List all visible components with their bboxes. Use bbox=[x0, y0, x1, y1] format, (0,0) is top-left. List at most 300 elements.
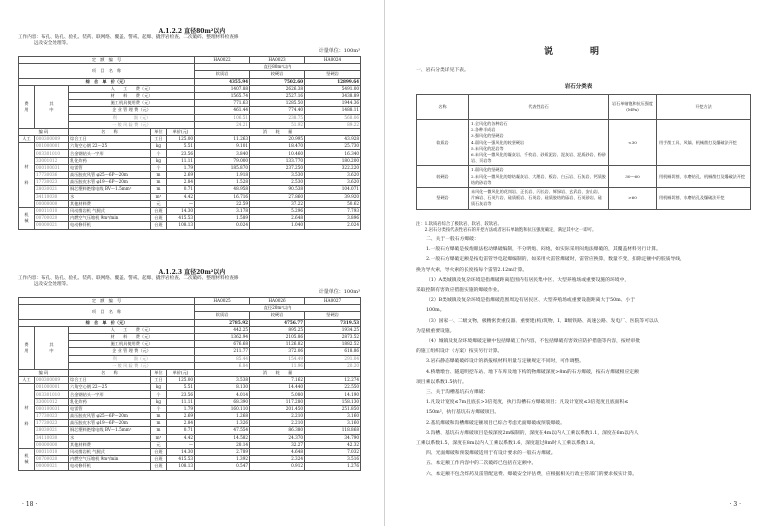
item-unit: kg bbox=[151, 384, 167, 391]
item-qty: 3.538 bbox=[195, 377, 250, 384]
table-row bbox=[19, 333, 361, 340]
item-unit: 元 bbox=[151, 441, 167, 448]
item-price: 4.42 bbox=[167, 434, 195, 441]
fee-value: 85.44 bbox=[195, 355, 250, 362]
section-heading-2: A.1.2.3 直径20m²以内 bbox=[158, 269, 226, 276]
item-qty: 14.582 bbox=[195, 434, 250, 441]
item-qty: 201.450 bbox=[250, 405, 305, 412]
item-qty: 117.280 bbox=[250, 398, 305, 405]
table-row bbox=[19, 150, 361, 157]
item-unit: 台班 bbox=[151, 456, 167, 463]
item-name: 其他材料费 bbox=[69, 441, 151, 448]
fee-side-char: 中 bbox=[49, 347, 54, 353]
item-unit: m bbox=[151, 179, 167, 186]
item-name: 综合工日 bbox=[69, 377, 151, 384]
item-qty: 7.162 bbox=[250, 377, 305, 384]
fee-value: 1882.52 bbox=[305, 341, 361, 348]
item-unit: m bbox=[151, 186, 167, 193]
left-page bbox=[0, 0, 385, 526]
item-code: 28030021 bbox=[35, 186, 69, 193]
table-row bbox=[19, 413, 361, 420]
item-price: 2.84 bbox=[167, 179, 195, 186]
category-label bbox=[19, 384, 35, 449]
item-qty: 322.220 bbox=[305, 164, 361, 171]
item-qty: 14.190 bbox=[305, 391, 361, 398]
item-qty: 47.554 bbox=[195, 427, 250, 434]
table-row bbox=[19, 384, 361, 391]
rock-description: 1.弱风化的坚硬岩 2.未风化～微风化的熔结凝灰岩、大理岩、板岩、白云岩、石灰岩、钙质胶结的砂岩等 bbox=[469, 166, 609, 188]
item-unit: 台班 bbox=[151, 215, 167, 222]
table-row bbox=[19, 434, 361, 441]
table-row bbox=[19, 92, 361, 99]
item-code: 00000021 bbox=[35, 222, 69, 229]
work-content-line: 工作内容：布孔、钻孔、验孔、装药、联网络、覆盖、警戒、起爆、撬浮岩检查、二次破碎、整理材料检查修 bbox=[18, 276, 239, 281]
table-row bbox=[19, 78, 361, 85]
consumption-header: 消 耗 量 bbox=[195, 128, 361, 135]
fee-side-char: 费 bbox=[24, 341, 29, 347]
table-row bbox=[19, 128, 361, 135]
item-qty: 0.024 bbox=[195, 222, 250, 229]
table-row bbox=[19, 136, 361, 143]
fee-value: 211.77 bbox=[195, 348, 250, 355]
work-content-line: 远及安全处理等。 bbox=[34, 282, 71, 287]
item-qty: 3.530 bbox=[250, 172, 305, 179]
explanation-line: 采取控制有害效应措施实施的爆破作业。 bbox=[416, 288, 503, 294]
item-code: 17730036 bbox=[35, 172, 69, 179]
fee-side-char: 其 bbox=[49, 341, 54, 347]
item-name: 其他材料费 bbox=[69, 200, 151, 207]
fee-value: 618.86 bbox=[305, 348, 361, 355]
explanation-line: 2.基坑爆破和沟槽爆破定额项目已综合考虑光面爆破或预裂爆破。 bbox=[426, 420, 565, 426]
page-title: 说 明 bbox=[543, 47, 613, 57]
item-code: 00011010 bbox=[35, 448, 69, 455]
item-price: 108.13 bbox=[167, 222, 195, 229]
rock-description: 未风化～微风化的花岗岩、正长岩、闪长岩、辉绿岩、玄武岩、安山岩、片麻岩、石英片岩、硅质板岩、石英岩、硅质胶结的砾岩、石英砂岩、硅质石灰岩等 bbox=[469, 188, 609, 210]
item-qty: 2.210 bbox=[250, 420, 305, 427]
item-qty: 158.130 bbox=[305, 398, 361, 405]
item-price: 2.69 bbox=[167, 413, 195, 420]
item-qty: 12.274 bbox=[305, 377, 361, 384]
item-code: 000100031 bbox=[35, 164, 69, 171]
fee-name: 利 润（元） bbox=[69, 355, 195, 362]
item-qty: 1.276 bbox=[305, 463, 361, 470]
category-label bbox=[19, 143, 35, 208]
item-name: 内燃空气压缩机 9m³/min bbox=[69, 215, 151, 222]
rock-name: 坚硬岩 bbox=[417, 188, 469, 210]
item-name: 综合工日 bbox=[69, 136, 151, 143]
item-qty: 1.589 bbox=[195, 215, 250, 222]
item-name: 电雷管 bbox=[69, 164, 151, 171]
item-unit: 台班 bbox=[151, 463, 167, 470]
item-name: 高压胶皮风管 φ25～6P～20m bbox=[69, 413, 151, 420]
fee-value: 372.06 bbox=[250, 348, 305, 355]
item-code: 000100031 bbox=[35, 405, 69, 412]
item-code: 17730023 bbox=[35, 179, 69, 186]
explanation-line: 2.一般石方爆破定额是按电雷管导电起爆编制的，如采用火雷管爆破时，雷管应换算，数量不变，扣除定额中的胶质导线， bbox=[426, 257, 685, 263]
unit-header: 单位 bbox=[151, 369, 167, 376]
item-qty: 16.340 bbox=[305, 150, 361, 157]
table-row bbox=[19, 305, 361, 312]
explanation-line: 三、关于沟槽基坑石方爆破： bbox=[426, 390, 489, 396]
item-code: 00000000 bbox=[35, 200, 69, 207]
item-qty: 43.928 bbox=[305, 136, 361, 143]
fee-side-char: 用 bbox=[24, 347, 29, 353]
table-row bbox=[19, 377, 361, 384]
total-price: 12899.64 bbox=[305, 78, 361, 85]
item-qty: 22.59 bbox=[195, 200, 250, 207]
item-price: 11.11 bbox=[167, 398, 195, 405]
item-qty: 2.789 bbox=[195, 448, 250, 455]
table-row bbox=[19, 405, 361, 412]
table-row bbox=[417, 120, 751, 166]
quota-table-2 bbox=[18, 297, 361, 471]
item-unit: m bbox=[151, 427, 167, 434]
item-qty: 20.995 bbox=[250, 136, 305, 143]
item-price: 0.71 bbox=[167, 186, 195, 193]
item-qty: 4.648 bbox=[250, 448, 305, 455]
fee-value: 771.63 bbox=[195, 100, 250, 107]
fee-name: 一 般 风 险 费（元） bbox=[69, 362, 195, 369]
fee-value: 51.92 bbox=[250, 121, 305, 128]
item-qty: 7.032 bbox=[305, 448, 361, 455]
fee-value: 5491.00 bbox=[305, 85, 361, 92]
fee-value: 676.68 bbox=[195, 341, 250, 348]
item-name: 铜芯塑料绝缘电线 BV～1.5mm² bbox=[69, 427, 151, 434]
item-code: 33001012 bbox=[35, 157, 69, 164]
item-qty: 104.071 bbox=[305, 186, 361, 193]
item-price: 14.30 bbox=[167, 207, 195, 214]
fee-value: 3438.89 bbox=[305, 92, 361, 99]
table-row bbox=[19, 398, 361, 405]
item-qty: 185.870 bbox=[195, 164, 250, 171]
fee-side-char: 其 bbox=[49, 100, 54, 106]
work-content-1 bbox=[18, 35, 358, 47]
fee-value: 2105.86 bbox=[250, 333, 305, 340]
fee-name: 企 业 管 理 费（元） bbox=[69, 107, 195, 114]
item-qty: 1.040 bbox=[250, 222, 305, 229]
fee-value: 2527.16 bbox=[250, 92, 305, 99]
table-row bbox=[19, 441, 361, 448]
fee-value: 20.20 bbox=[305, 362, 361, 369]
item-price: 14.30 bbox=[167, 448, 195, 455]
explanation-line: （1）A类城镇及复杂环境是指爆破距离范围内有居民集中区、大型养殖场或重要设施的环境中， bbox=[426, 277, 630, 283]
fee-value: 1565.74 bbox=[195, 92, 250, 99]
item-price: 1.79 bbox=[167, 405, 195, 412]
fee-name: 人 工 费（元） bbox=[69, 85, 195, 92]
name-header: 名 称 bbox=[69, 369, 151, 376]
quota-table-1 bbox=[18, 56, 361, 230]
item-code: 00011010 bbox=[35, 207, 69, 214]
fee-name: 材 料 费（元） bbox=[69, 333, 195, 340]
table-row bbox=[19, 207, 361, 214]
item-qty: 50.62 bbox=[305, 200, 361, 207]
rock-description: 1.全风化的各种岩石 2.各种半成岩 3.强风化的坚硬岩 4.弱风化～强风化的较坚硬岩 5.未风化的泥岩等 6.未风化～微风化的凝灰岩、千枚岩、砂质泥岩、泥灰岩、泥质砂岩、粉砂岩、页岩等 bbox=[469, 120, 609, 166]
category-char: 机 bbox=[24, 212, 29, 218]
item-name: 内燃空气压缩机 9m³/min bbox=[69, 456, 151, 463]
rock-name: 较硬岩 bbox=[417, 166, 469, 188]
fee-value: 1126.82 bbox=[250, 341, 305, 348]
category-char: 材 bbox=[24, 164, 29, 170]
item-name: 铜芯塑料绝缘电线 BV～1.5mm² bbox=[69, 186, 151, 193]
item-qty: 3.160 bbox=[305, 420, 361, 427]
rock-method: 用手凿工具、风镐、机械凿打及爆破法开挖 bbox=[657, 120, 751, 166]
item-price: 415.53 bbox=[167, 456, 195, 463]
rock-method: 用机械切割、水磨钻孔及爆破法开挖 bbox=[657, 188, 751, 210]
item-qty: 3.896 bbox=[305, 215, 361, 222]
item-unit: m bbox=[151, 420, 167, 427]
section-heading-1: A.1.2.2 直径80m²以内 bbox=[158, 28, 226, 35]
item-unit: 台班 bbox=[151, 448, 167, 455]
fee-value: 154.49 bbox=[250, 355, 305, 362]
table-row bbox=[19, 391, 361, 398]
table-row bbox=[19, 100, 361, 107]
item-name: 高压胶皮水管 φ19～6P～20m bbox=[69, 420, 151, 427]
item-unit: kg bbox=[151, 143, 167, 150]
item-qty: 2.024 bbox=[305, 222, 361, 229]
fee-value: 291.04 bbox=[305, 355, 361, 362]
explanation-line: 3.沟槽、基坑石方爆破项目是按深度2m编制的，深度在4m以内人工乘以系数1.1，深度在6m以内人 bbox=[426, 430, 639, 436]
category-label bbox=[19, 448, 35, 470]
fee-value: 1285.50 bbox=[250, 100, 305, 107]
item-qty: 133.770 bbox=[250, 157, 305, 164]
item-qty: 34.790 bbox=[305, 434, 361, 441]
page-number-right: · 3 · bbox=[729, 501, 741, 508]
item-qty: 2.530 bbox=[250, 179, 305, 186]
rock-table-header: 代表性岩石 bbox=[469, 95, 609, 120]
fee-value: 442.25 bbox=[195, 326, 250, 333]
table-row bbox=[19, 420, 361, 427]
rock-table-header: 开挖方法 bbox=[657, 95, 751, 120]
item-qty: 180.200 bbox=[305, 157, 361, 164]
quota-code: HA0025 bbox=[195, 298, 250, 305]
name-header: 名 称 bbox=[69, 128, 151, 135]
explanation-body bbox=[416, 235, 746, 480]
work-content-2 bbox=[18, 276, 358, 288]
table-row bbox=[19, 107, 361, 114]
item-qty: 32.27 bbox=[250, 441, 305, 448]
table-row bbox=[19, 157, 361, 164]
item-qty: 39.920 bbox=[305, 193, 361, 200]
total-price: 2785.92 bbox=[195, 319, 250, 326]
fee-side-char: 中 bbox=[49, 106, 54, 112]
item-unit: 个 bbox=[151, 391, 167, 398]
item-price: 5.51 bbox=[167, 384, 195, 391]
item-code: 17730023 bbox=[35, 413, 69, 420]
item-name-label: 项 目 名 称 bbox=[19, 305, 195, 319]
quota-code: HA0022 bbox=[195, 57, 250, 64]
item-qty: 7.793 bbox=[305, 207, 361, 214]
rock-strength: >60 bbox=[609, 188, 657, 210]
item-qty: 1.918 bbox=[195, 172, 250, 179]
fee-value: 106.51 bbox=[195, 114, 250, 121]
item-code: 34110030 bbox=[35, 193, 69, 200]
item-code: 00700020 bbox=[35, 215, 69, 222]
item-qty: 0.912 bbox=[250, 463, 305, 470]
item-code: 33001012 bbox=[35, 398, 69, 405]
item-qty: 1.326 bbox=[195, 420, 250, 427]
item-name: 高压胶皮风管 φ25～6P～20m bbox=[69, 172, 151, 179]
item-name: 电动修钎机 bbox=[69, 463, 151, 470]
item-qty: 1.268 bbox=[195, 413, 250, 420]
explanation-line: 项目乘以系数1.5执行。 bbox=[416, 379, 467, 385]
fee-value: 774.40 bbox=[250, 107, 305, 114]
fee-value: 24.21 bbox=[195, 121, 250, 128]
fee-side-label bbox=[19, 326, 35, 369]
item-name: 水 bbox=[69, 434, 151, 441]
rock-name: 软质岩 bbox=[417, 120, 469, 166]
item-unit: 工日 bbox=[151, 377, 167, 384]
explanation-line: 1.凡设计宽度≤7m且底长>3倍宽度，执行沟槽石方爆破项目；凡设计宽度≤3倍宽度且底面积≤ bbox=[426, 400, 629, 406]
item-qty: 20.14 bbox=[195, 441, 250, 448]
category-label: 人工 bbox=[19, 136, 35, 143]
item-price: 415.53 bbox=[167, 215, 195, 222]
rock-table-header: 名称 bbox=[417, 95, 469, 120]
price-header: 单价(元) bbox=[167, 128, 195, 135]
category-char: 料 bbox=[24, 180, 29, 186]
item-price: 11.11 bbox=[167, 157, 195, 164]
item-qty: 14.440 bbox=[250, 384, 305, 391]
quota-code: HA0024 bbox=[305, 57, 361, 64]
item-price: 0.71 bbox=[167, 427, 195, 434]
item-qty: 3.840 bbox=[195, 150, 250, 157]
item-qty: 42.32 bbox=[305, 441, 361, 448]
item-unit: m³ bbox=[151, 434, 167, 441]
item-price: 4.42 bbox=[167, 193, 195, 200]
rock-table-header: 岩石单轴饱和抗压强度(MPa) bbox=[609, 95, 657, 120]
fee-value: 568.06 bbox=[305, 114, 361, 121]
unit-label-2: 计量单位：100m³ bbox=[318, 289, 360, 295]
table-row bbox=[19, 121, 361, 128]
item-qty: 18.470 bbox=[250, 143, 305, 150]
item-price: — bbox=[167, 441, 195, 448]
total-price: 4756.77 bbox=[250, 319, 305, 326]
explanation-line: 五、本定额工作内容中的二次破碎已包括在定额中。 bbox=[426, 461, 537, 467]
item-qty: 0.547 bbox=[195, 463, 250, 470]
item-name: 风动凿岩机 气腿式 bbox=[69, 207, 151, 214]
table-row bbox=[19, 427, 361, 434]
explanation-line: 六、本定额不包含炸药及雷管配送费、爆破安全评估费，应根据相关行政主管部门的要求按实计算。 bbox=[426, 471, 638, 477]
category-label bbox=[19, 207, 35, 229]
rock-classification-table bbox=[416, 94, 751, 210]
item-unit: m bbox=[151, 172, 167, 179]
item-code: 00700020 bbox=[35, 456, 69, 463]
quota-code-label: 定 额 编 号 bbox=[19, 57, 195, 64]
table-row bbox=[19, 298, 361, 305]
item-qty: 16.716 bbox=[195, 193, 250, 200]
explanation-line: 二、关于一般石方爆破： bbox=[426, 237, 479, 242]
item-price: 2.84 bbox=[167, 420, 195, 427]
item-code: 00000000 bbox=[35, 441, 69, 448]
table-row bbox=[19, 448, 361, 455]
fee-name: 利 润（元） bbox=[69, 114, 195, 121]
rock-type-header: 坚硬岩 bbox=[305, 312, 361, 319]
item-qty: 2.324 bbox=[250, 456, 305, 463]
item-unit: 个 bbox=[151, 164, 167, 171]
table-row bbox=[19, 326, 361, 333]
fee-value: 895.25 bbox=[250, 326, 305, 333]
table-row bbox=[417, 166, 751, 188]
item-code: 001000001 bbox=[35, 384, 69, 391]
item-qty: 86.380 bbox=[250, 427, 305, 434]
item-price: 125.00 bbox=[167, 136, 195, 143]
item-qty: 4.014 bbox=[195, 391, 250, 398]
rock-strength: <30 bbox=[609, 120, 657, 166]
rock-table-title: 岩石分类表 bbox=[564, 84, 593, 90]
table-row bbox=[19, 193, 361, 200]
explanation-line: （4）城镇及复杂环境爆破定额中包括爆破工作内容，不包括爆破有害效应防护措施等内容，按经审批 bbox=[426, 339, 641, 345]
item-qty: 3.516 bbox=[305, 456, 361, 463]
item-qty: 160.110 bbox=[195, 405, 250, 412]
item-qty: 2.210 bbox=[250, 413, 305, 420]
item-price: — bbox=[167, 200, 195, 207]
fee-side-char: 费 bbox=[24, 100, 29, 106]
explanation-line: 100m。 bbox=[426, 308, 445, 314]
item-code: 001000001 bbox=[35, 143, 69, 150]
fee-name: 人 工 费（元） bbox=[69, 326, 195, 333]
unit-label-1: 计量单位：100m³ bbox=[318, 48, 360, 54]
item-price: 5.51 bbox=[167, 143, 195, 150]
item-code: 34110030 bbox=[35, 434, 69, 441]
unit-header: 单位 bbox=[151, 128, 167, 135]
explanation-line: （2）B类城镇及复杂环境是指爆破范围周边有居民区、大型养殖场或重要设施距离大于50m、小于 bbox=[426, 298, 636, 304]
item-qty: 9.101 bbox=[195, 143, 250, 150]
item-qty: 5.080 bbox=[250, 391, 305, 398]
item-unit: m bbox=[151, 413, 167, 420]
item-price: 23.56 bbox=[167, 150, 195, 157]
total-price-label: 综 合 单 价（元） bbox=[19, 78, 195, 85]
category-label: 人工 bbox=[19, 377, 35, 384]
table-row bbox=[19, 164, 361, 171]
quota-code: HA0023 bbox=[250, 57, 305, 64]
table-row bbox=[19, 143, 361, 150]
item-name: 电动修钎机 bbox=[69, 222, 151, 229]
item-name: 六角空心钢 22～25 bbox=[69, 143, 151, 150]
fee-value: 1407.88 bbox=[195, 85, 250, 92]
page-number-left: · 18 · bbox=[22, 501, 38, 508]
rock-type-header: 坚硬岩 bbox=[305, 71, 361, 78]
total-price: 7319.53 bbox=[305, 319, 361, 326]
price-header: 单价(元) bbox=[167, 369, 195, 376]
item-name: 电雷管 bbox=[69, 405, 151, 412]
diameter-label: 直径80m²以内 bbox=[195, 64, 361, 71]
item-qty: 37.22 bbox=[250, 200, 305, 207]
diameter-label: 直径20m²以内 bbox=[195, 305, 361, 312]
fee-side-char: 用 bbox=[24, 106, 29, 112]
rock-strength: 30～60 bbox=[609, 166, 657, 188]
item-unit: m³ bbox=[151, 193, 167, 200]
table-row bbox=[19, 319, 361, 326]
quota-code: HA0026 bbox=[250, 298, 305, 305]
code-header: 编 码 bbox=[19, 128, 69, 135]
right-page bbox=[386, 0, 771, 526]
total-price-label: 综 合 单 价（元） bbox=[19, 319, 195, 326]
item-qty: 3.160 bbox=[305, 413, 361, 420]
item-qty: 251.850 bbox=[305, 405, 361, 412]
fee-name: 施工机具使用费（元） bbox=[69, 341, 195, 348]
fee-value: 11.96 bbox=[250, 362, 305, 369]
table-row bbox=[19, 64, 361, 71]
item-code: 003301010 bbox=[35, 391, 69, 398]
rock-type-header: 软质岩 bbox=[195, 312, 250, 319]
item-name: 六角空心钢 22～25 bbox=[69, 384, 151, 391]
code-header: 编 码 bbox=[19, 369, 69, 376]
explanation-line: （3）国家一、二级文物，极精密贵重仪器、重要建(构)筑物，Ⅰ、Ⅱ级铁路、高速公路、发电厂、医院等可以认 bbox=[426, 318, 659, 324]
item-qty: 8.130 bbox=[195, 384, 250, 391]
item-code: 28030021 bbox=[35, 427, 69, 434]
item-unit: 台班 bbox=[151, 222, 167, 229]
category-char: 材 bbox=[24, 405, 29, 411]
category-char: 械 bbox=[24, 459, 29, 465]
